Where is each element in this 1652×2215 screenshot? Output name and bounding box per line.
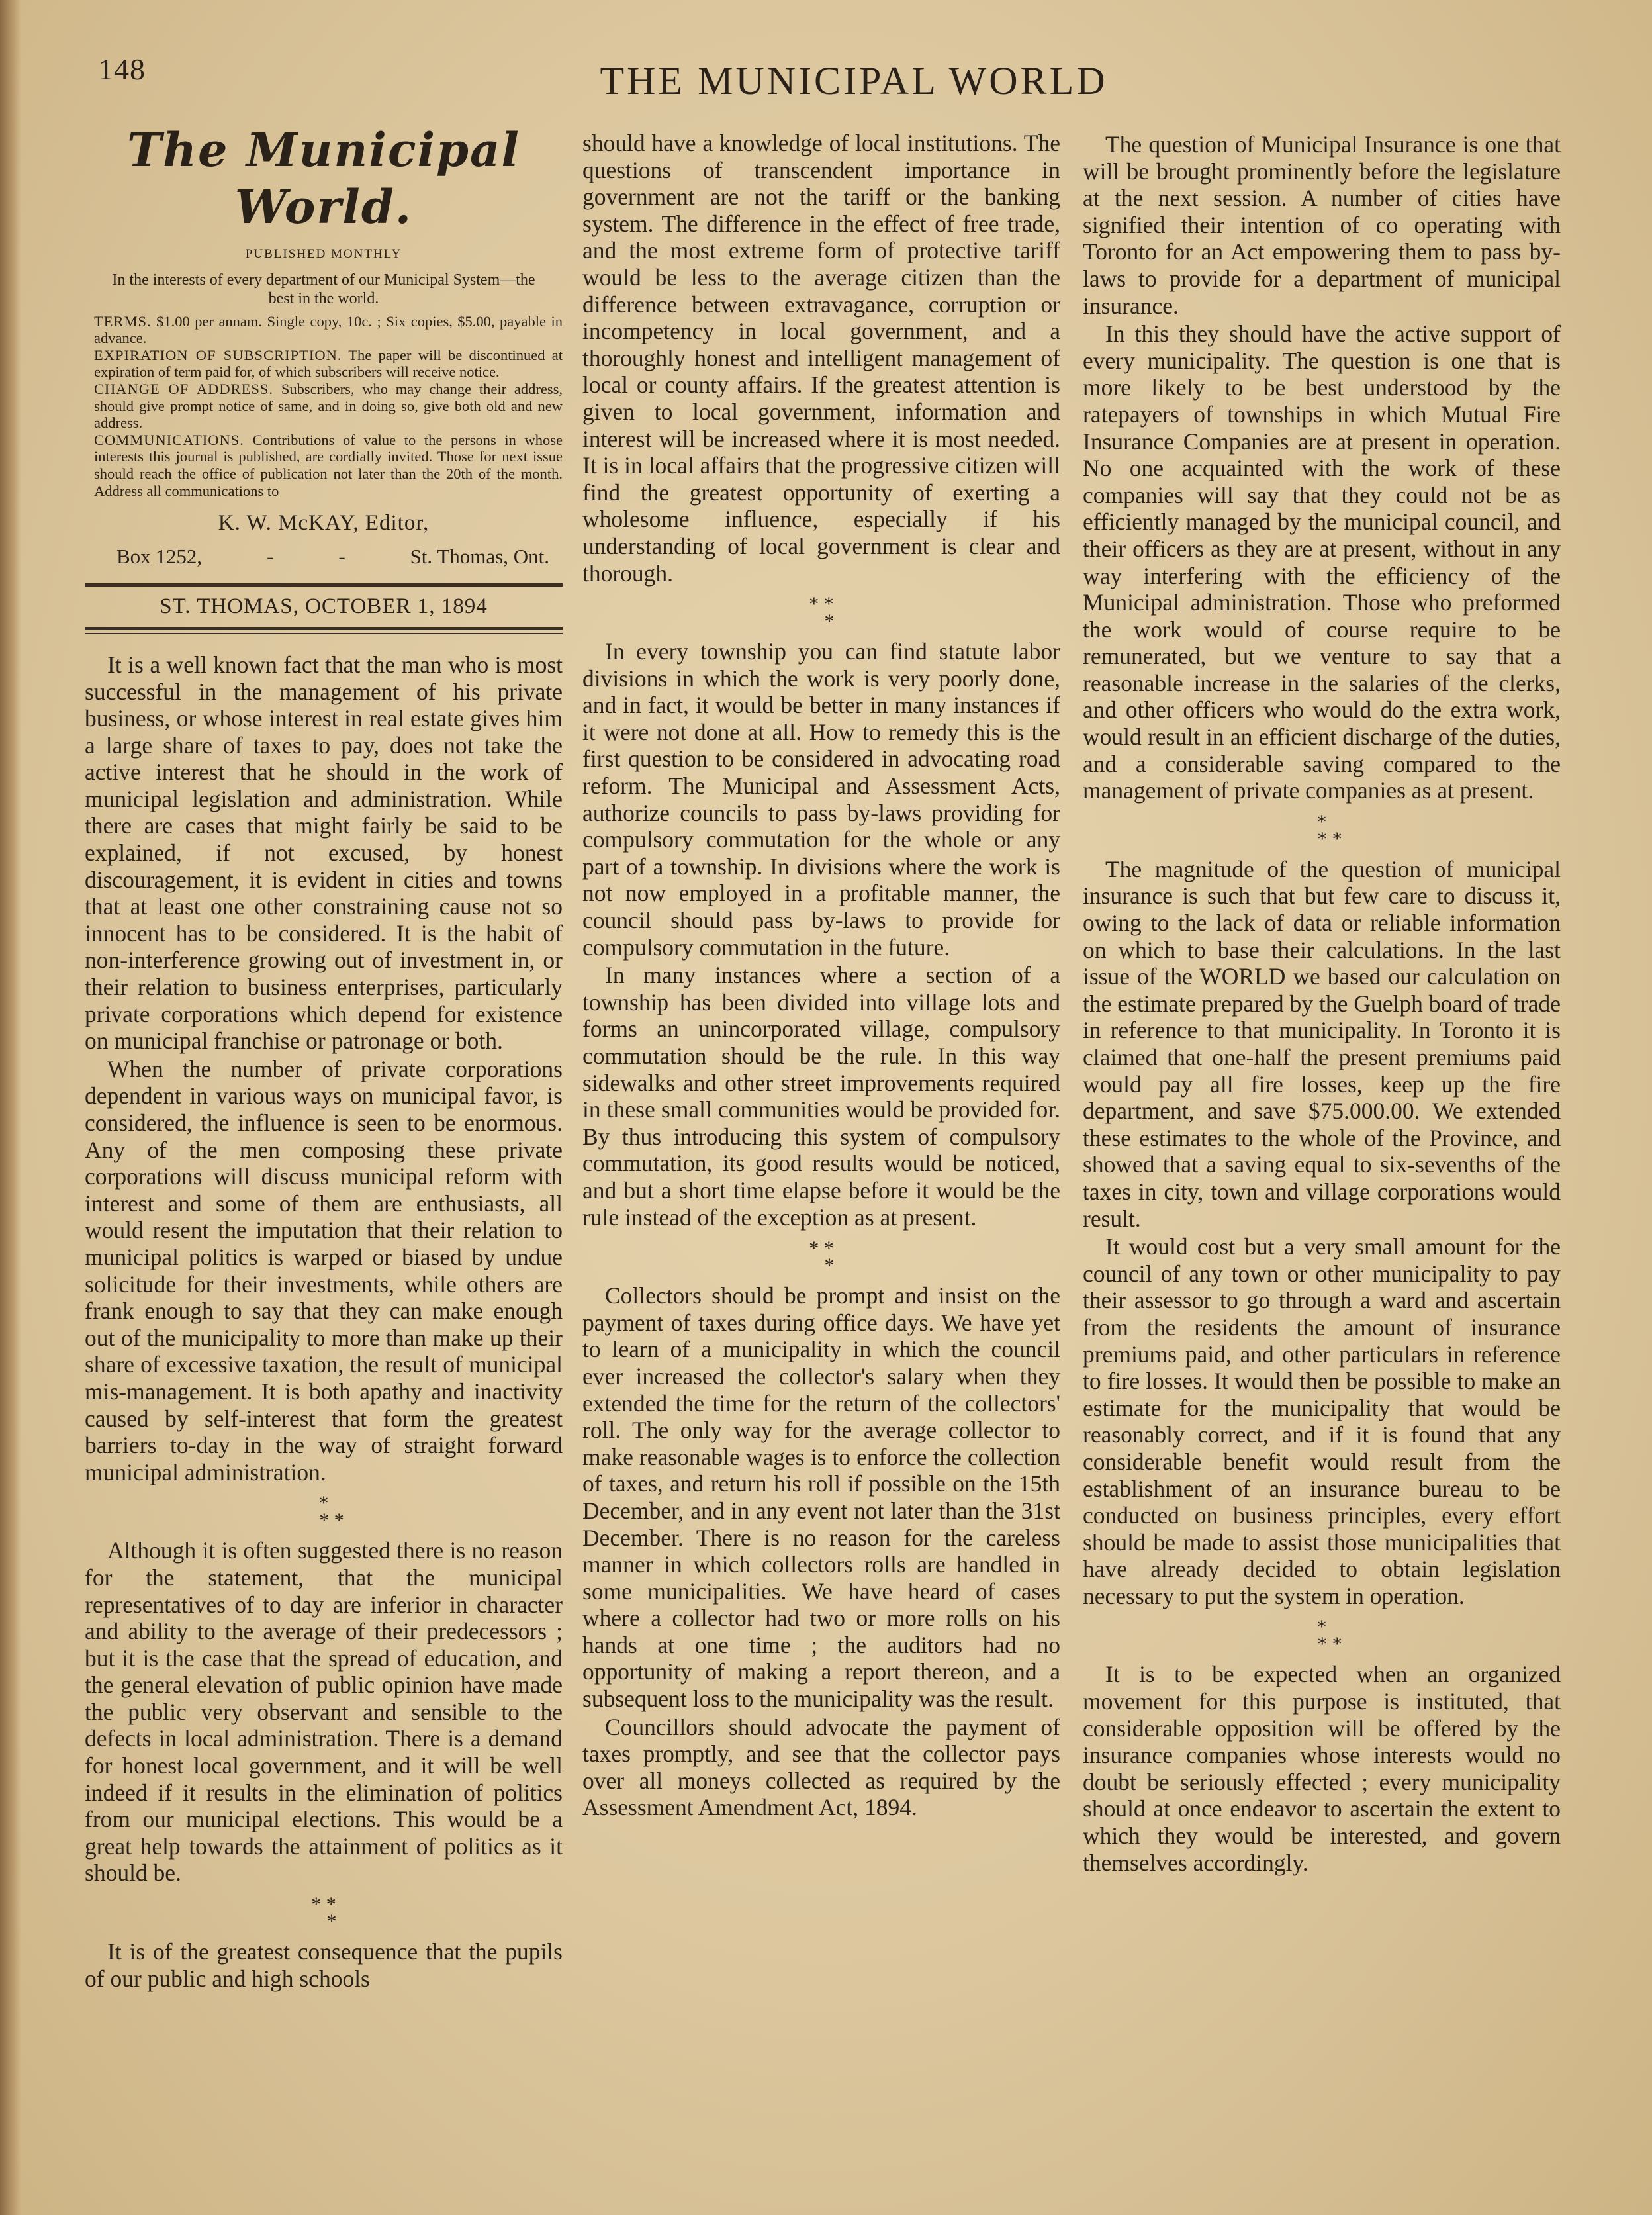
section-separator [1083, 1616, 1561, 1656]
stars-pair: * * [1317, 1633, 1342, 1656]
paragraph: It is of the greatest consequence that the pupils of our public and high schools [85, 1938, 563, 1992]
paragraph: In this they should have the active support of every municipality. The question is one that is more likely to be best understood by the ratepayers of townships in which Mutual Fire Insurance Companies are at present in operation. No one acquainted with the work of these companies will say that they could not be as efficiently managed by the municipal council, and their officers as they are at present, without in any way interfering with the efficiency of the Municipal administration. Those who preformed the work would of course require to be remunerated, but we venture to say that a reasonable increase in the salaries of the clerks, and other officers who would do the extra work, would result in an efficient discharge of the duties, and a considerable saving compared to the management of private companies as at present. [1083, 320, 1561, 804]
paragraph: It is a well known fact that the man who is most successful in the management of his private business, or whose interest in real estate gives him a large share of taxes to pay, does not take the active interest that he should in the work of municipal legislation and administration. While there are cases that might fairly be said to be explained, if not excused, by honest discouragement, it is evident in cities and towns that at least one other constraining cause not so innocent has to be considered. It is the habit of non-interference growing out of investment in, or their relation to business enterprises, particularly private corporations which depend for existence on municipal franchise or patronage or both. [85, 651, 563, 1055]
section-separator [85, 1492, 563, 1532]
expiration-entry [94, 347, 563, 381]
paragraph: In every township you can find statute labor divisions in which the work is very poorly done, and in fact, it would be better in many instances if it were not done at all. How to remedy this is the first question to be considered in advocating road reform. The Municipal and Assessment Acts, authorize councils to pass by-laws providing for compulsory commutation for the whole or any part of a township. In divisions where the work is not now employed in a profitable manner, the council should pass by-laws to provide for compulsory commutation in the future. [582, 638, 1060, 961]
address-line [116, 543, 549, 571]
address-dash: - [338, 544, 345, 568]
column-1 [85, 122, 563, 1992]
running-title: THE MUNICIPAL WORLD [600, 59, 1108, 103]
expiration-label: EXPIRATION OF SUBSCRIPTION. [94, 346, 342, 363]
star: * [326, 1910, 337, 1933]
rule-thick-top [85, 583, 563, 587]
terms-label: TERMS. [94, 312, 152, 330]
section-separator [85, 1893, 563, 1933]
dateline: ST. THOMAS, OCTOBER 1, 1894 [160, 594, 488, 619]
paragraph: When the number of private corporations dependent in various ways on municipal favor, is considered, the influence is seen to be enormous. Any of the men composing these private corporations will discuss municipal reform with interest and some of them are enthusiasts, all would resent the imputation that their relation to municipal politics is warped or biased by undue solicitude for their investments, while others are frank enough to say that they can make enough out of the municipality to more than make up their share of excessive taxation, the result of municipal mis-management. It is both apathy and inactivity caused by self-interest that form the greatest barriers to-day in the way of straight forward municipal administration. [85, 1055, 563, 1485]
terms-entry [94, 313, 563, 347]
communications-text: Contributions of value to the persons in whose interests this journal is published, are cordially invited. Those for next issue should reach the office of publication not later than the 20th of the month. Address all communications to [94, 431, 563, 499]
column-2 [582, 130, 1060, 1821]
page-edge-shadow [0, 0, 21, 2215]
rule-thick-bottom [85, 627, 563, 630]
page-number: 148 [98, 52, 146, 86]
address-city: St. Thomas, Ont. [410, 544, 549, 568]
expiration-text: The paper will be discontinued at expiration of term paid for, of which subscribers will receive notice. [94, 346, 563, 381]
stars-pair: * * [809, 593, 834, 616]
paragraph: Councillors should advocate the payment of taxes promptly, and see that the collector pays over all moneys collected as required by the Assessment Amendment Act, 1894. [582, 1713, 1060, 1821]
terms-text: $1.00 per annam. Single copy, 10c. ; Six copies, $5.00, payable in advance. [94, 312, 563, 347]
paragraph: Collectors should be prompt and insist on the payment of taxes during office days. We have yet to learn of a municipality in which the council ever increased the collector's salary when they extended the time for the return of the collectors' roll. The only way for the average collector to make reasonable wages is to enforce the collection of taxes, and return his roll if possible on the 15th December, and in any event not later than the 31st December. There is no reason for the careless manner in which collectors rolls are handled in some municipalities. We have heard of cases where a collector had two or more rolls on his hands at one time ; the auditors had no opportunity of making a report thereon, and a subsequent loss to the municipality was the result. [582, 1282, 1060, 1713]
paragraph: In many instances where a section of a township has been divided into village lots and forms an unincorporated village, compulsory commutation should be the rule. In this way sidewalks and other street improvements required in these small communities would be provided for. By thus introducing this system of compulsory commutation, its good results would be noticed, and but a short time elapse before it would be the rule instead of the exception as at present. [582, 962, 1060, 1231]
address-dash: - [267, 544, 274, 568]
masthead-title: The Municipal World. [127, 122, 520, 234]
stars-pair: * * [319, 1509, 344, 1532]
paragraph: The magnitude of the question of municipal insurance is such that but few care to discuss it, owing to the lack of data or reliable information on which to base their calculations. In the last issue of the WORLD we based our calculation on the estimate prepared by the Guelph board of trade in reference to that municipality. In Toronto it is claimed that one-half the present premiums paid would pay all fire losses, keep up the fire department, and save $75.000.00. We extended these estimates to the whole of the Province, and showed that a saving equal to six-sevenths of the taxes in city, town and village corporations would result. [1083, 855, 1561, 1232]
stars-pair: * * [1317, 827, 1342, 850]
paragraph: should have a knowledge of local institutions. The questions of transcendent importance in government are not the tariff or the banking system. The difference in the effect of free trade, and the most extreme form of protective tariff would be less to the average citizen than the difference between extravagance, corruption or incompetency in local government, and a thoroughly honest and intelligent management of local or county affairs. If the greatest attention is given to local government, information and interest will be increased where it is most needed. It is in local affairs that the progressive citizen will find the greatest opportunity of exerting a wholesome influence, especially if his understanding of local government is clear and thorough. [582, 130, 1060, 587]
column-3 [1083, 131, 1561, 1876]
star: * [1316, 810, 1327, 833]
star: * [824, 1254, 835, 1277]
star: * [824, 610, 835, 633]
communications-label: COMMUNICATIONS. [94, 431, 244, 448]
stars-pair: * * [311, 1893, 336, 1916]
masthead-interests: In the interests of every department of our Municipal System—the best in the world. [112, 271, 535, 307]
box-number: Box 1252, [116, 544, 203, 568]
change-label: CHANGE OF ADDRESS. [94, 380, 274, 397]
published-monthly: PUBLISHED MONTHLY [245, 247, 402, 261]
paragraph: Although it is often suggested there is no reason for the statement, that the municipal representatives of to day are inferior in character and ability to the average of their predecessors ; but it is the case that the spread of education, and the general elevation of public opinion have made the public very observant and sensible to the defects in local administration. There is a demand for honest local government, and it will be well indeed if it results in the elimination of politics from our municipal elections. This would be a great help towards the attainment of politics as it should be. [85, 1537, 563, 1887]
change-text: Subscribers, who may change their address, should give prompt notice of same, and in doing so, give both old and new address. [94, 380, 563, 432]
section-separator [582, 1237, 1060, 1277]
star: * [1316, 1616, 1327, 1638]
section-separator [582, 593, 1060, 633]
rule-thin-bottom [85, 633, 563, 634]
star: * [318, 1492, 329, 1515]
change-entry [94, 381, 563, 432]
terms-block [94, 313, 563, 500]
paragraph: It is to be expected when an organized movement for this purpose is instituted, that considerable opposition will be offered by the insurance companies whose interests would no doubt be seriously effected ; every municipality should at once endeavor to ascertain the extent to which they would be interested, and govern themselves accordingly. [1083, 1661, 1561, 1876]
communications-entry [94, 432, 563, 499]
stars-pair: * * [809, 1237, 834, 1260]
section-separator [1083, 810, 1561, 850]
editor-line: K. W. McKAY, Editor, [218, 511, 430, 536]
column-1-body [85, 651, 563, 1992]
paragraph: The question of Municipal Insurance is one that will be brought prominently before the legislature at the next session. A number of cities have signified their intention of co operating with Toronto for an Act empowering them to pass by-laws to provide for a department of municipal insurance. [1083, 131, 1561, 319]
paragraph: It would cost but a very small amount for the council of any town or other municipality to pay their assessor to go through a ward and ascertain from the residents the amount of insurance premiums paid, and other particulars in reference to fire losses. It would then be possible to make an estimate for the municipality that would be reasonably correct, and if it is found that any considerable benefit would result from the establishment of an insurance bureau to be conducted on business principles, every effort should be made to assist those municipalities that have already decided to obtain legislation necessary to put the system in operation. [1083, 1233, 1561, 1609]
